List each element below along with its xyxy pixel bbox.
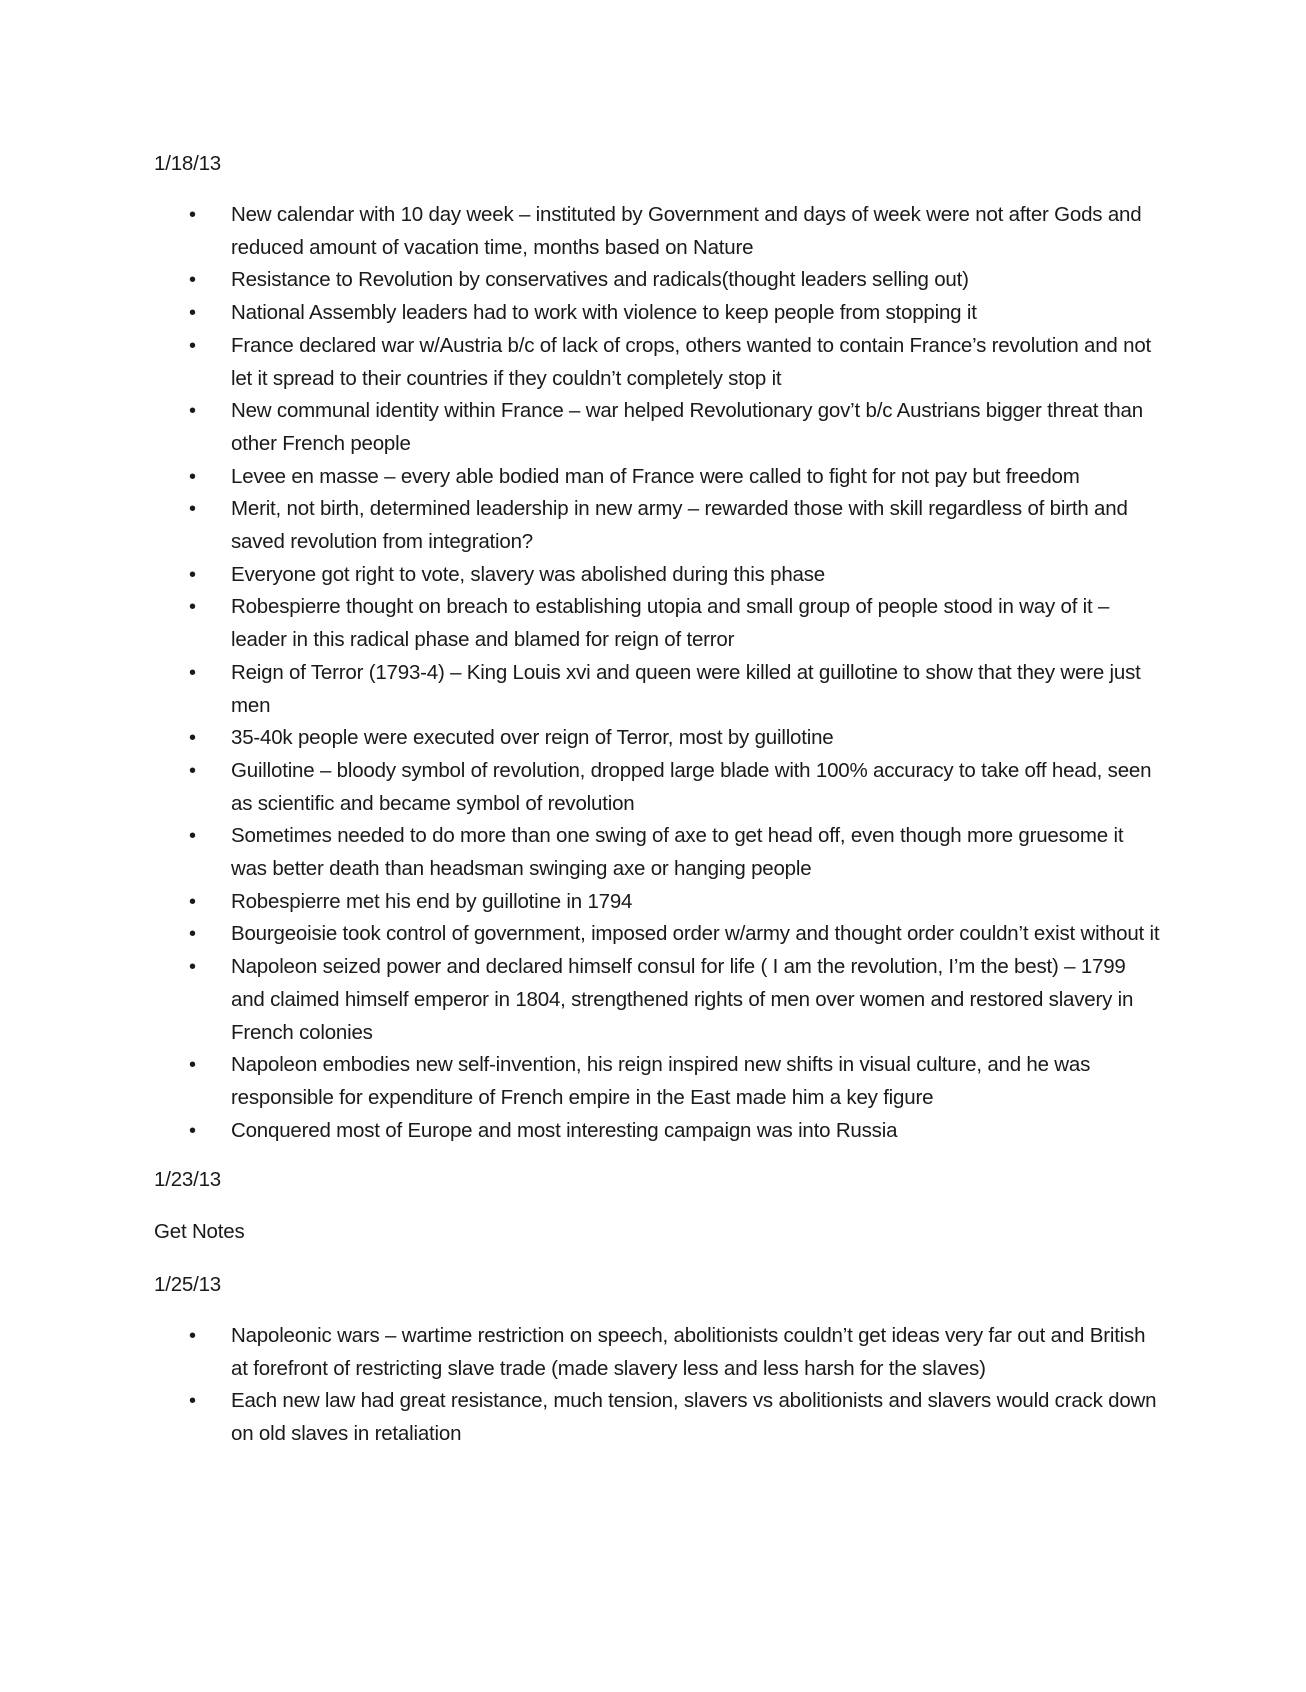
bullet-icon: • — [189, 334, 196, 357]
bullet-icon: • — [189, 498, 196, 521]
list-item — [0, 951, 1161, 1049]
list-item — [0, 1049, 1161, 1114]
list-item — [0, 755, 1161, 820]
list-item-text: Levee en masse – every able bodied man of France were called to fight for not pay but freedom — [231, 464, 1080, 488]
list-item — [0, 886, 1161, 919]
list-item — [0, 493, 1161, 558]
bullet-icon: • — [189, 956, 196, 979]
list-item-text: Conquered most of Europe and most interesting campaign was into Russia — [231, 1118, 898, 1142]
list-item — [0, 722, 1161, 755]
bullet-icon: • — [189, 1119, 196, 1142]
bullet-icon: • — [189, 825, 196, 848]
list-item-text: Sometimes needed to do more than one swing of axe to get head off, even though more gruesome it was better death than headsman swinging axe or hanging people — [231, 824, 1124, 881]
list-item — [0, 1320, 1161, 1385]
list-item — [0, 657, 1161, 722]
bullet-icon: • — [189, 661, 196, 684]
bullet-icon: • — [189, 759, 196, 782]
list-item — [0, 820, 1161, 885]
list-item-text: Bourgeoisie took control of government, imposed order w/army and thought order couldn’t exist without it — [231, 922, 1160, 946]
list-item-text: Reign of Terror (1793-4) – King Louis xvi and queen were killed at guillotine to show that they were just men — [231, 660, 1141, 717]
list-item-text: New calendar with 10 day week – instituted by Government and days of week were not after Gods and reduced amount of vacation time, months based on Nature — [231, 203, 1142, 259]
list-item — [0, 591, 1161, 656]
section-date: 1/23/13 — [154, 1168, 221, 1191]
bullet-icon: • — [189, 890, 196, 913]
bullet-icon: • — [189, 596, 196, 619]
bullet-icon: • — [189, 302, 196, 325]
list-item — [0, 1385, 1161, 1450]
section-date: 1/18/13 — [154, 152, 221, 175]
list-item-text: 35-40k people were executed over reign of Terror, most by guillotine — [231, 726, 834, 750]
list-item — [0, 395, 1161, 460]
bullet-icon: • — [189, 1390, 196, 1413]
list-item — [0, 918, 1161, 951]
list-item — [0, 297, 1161, 330]
bullet-list — [0, 199, 1306, 1147]
bullet-icon: • — [189, 923, 196, 946]
list-item — [0, 264, 1161, 297]
bullet-icon: • — [189, 1325, 196, 1347]
list-item-text: Guillotine – bloody symbol of revolution, dropped large blade with 100% accuracy to take off head, seen as scientific and became symbol of revolution — [231, 758, 1152, 815]
bullet-icon: • — [189, 727, 196, 750]
list-item-text: New communal identity within France – war helped Revolutionary gov’t b/c Austrians bigger threat than other French people — [231, 399, 1143, 455]
bullet-icon: • — [189, 563, 196, 586]
list-item-text: Robespierre met his end by guillotine in 1794 — [231, 889, 633, 913]
list-item-text: National Assembly leaders had to work with violence to keep people from stopping it — [231, 301, 977, 325]
bullet-icon: • — [189, 465, 196, 488]
section-text: Get Notes — [154, 1220, 245, 1243]
list-item — [0, 461, 1161, 494]
bullet-list — [0, 1320, 1306, 1451]
list-item-text: France declared war w/Austria b/c of lack of crops, others wanted to contain France’s revolution and not let it spread to their countries if they couldn’t completely stop it — [231, 333, 1152, 390]
list-item-text: Napoleonic wars – wartime restriction on speech, abolitionists couldn’t get ideas very far out and British at forefront of restricting slave trade (made slavery less and less harsh for the slaves) — [231, 1324, 1146, 1380]
list-item-text: Robespierre thought on breach to establishing utopia and small group of people stood in way of it – leader in this radical phase and blamed for reign of terror — [231, 595, 1110, 652]
list-item — [0, 1115, 1161, 1148]
bullet-icon: • — [189, 204, 196, 226]
list-item-text: Napoleon seized power and declared himself consul for life ( I am the revolution, I’m the best) – 1799 and claimed himself emperor in 1804, strengthened rights of men over women and restored slavery in French colonies — [231, 955, 1134, 1044]
list-item-text: Resistance to Revolution by conservatives and radicals(thought leaders selling out) — [231, 268, 969, 292]
list-item-text: Napoleon embodies new self-invention, his reign inspired new shifts in visual culture, and he was responsible for expenditure of French empire in the East made him a key figure — [231, 1053, 1091, 1109]
list-item — [0, 199, 1161, 264]
list-item-text: Everyone got right to vote, slavery was abolished during this phase — [231, 562, 825, 586]
list-item-text: Merit, not birth, determined leadership in new army – rewarded those with skill regardless of birth and saved revolution from integration? — [231, 497, 1128, 554]
list-item-text: Each new law had great resistance, much tension, slavers vs abolitionists and slavers would crack down on old slaves in retaliation — [231, 1389, 1157, 1446]
list-item — [0, 559, 1161, 592]
bullet-icon: • — [189, 269, 196, 292]
section-date: 1/25/13 — [154, 1273, 221, 1296]
bullet-icon: • — [189, 1054, 196, 1077]
bullet-icon: • — [189, 400, 196, 423]
list-item — [0, 330, 1161, 395]
